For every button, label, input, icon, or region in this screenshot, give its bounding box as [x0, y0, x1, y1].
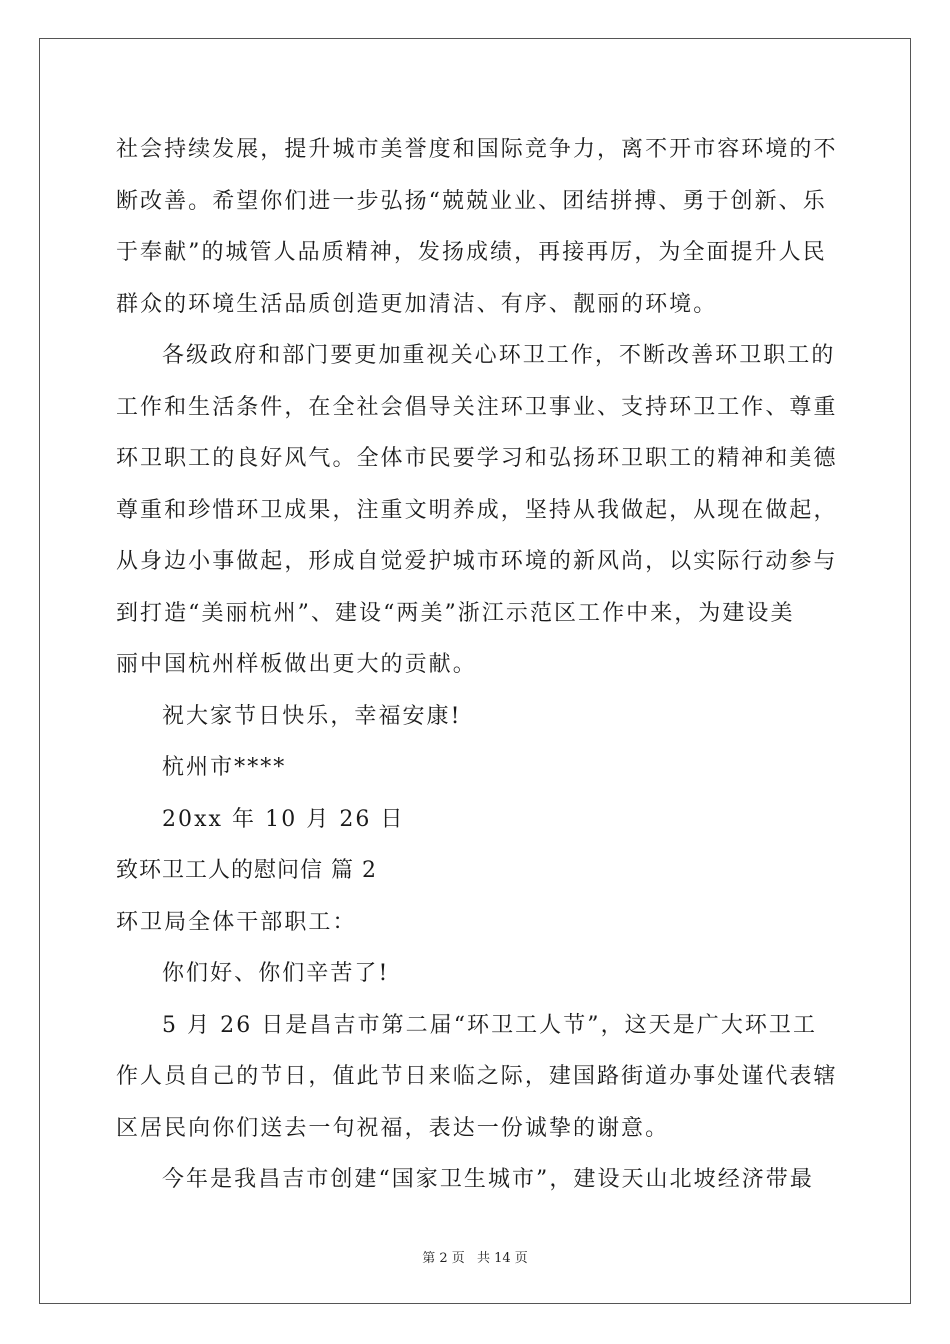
signature-sender: 杭州市****: [162, 755, 287, 780]
text-line: 于奉献”的城管人品质精神，发扬成绩，再接再厉，为全面提升人民: [116, 240, 827, 265]
page-number: 第 2 页: [422, 1251, 465, 1266]
paragraph-first-line: 今年是我昌吉市创建“国家卫生城市”，建设天山北坡经济带最: [162, 1167, 814, 1192]
text-line: 工作和生活条件，在全社会倡导关注环卫事业、支持环卫工作、尊重: [116, 394, 838, 420]
paragraph-first-line: 5 月 26 日是昌吉市第二届“环卫工人节”，这天是广大环卫工: [162, 1012, 818, 1038]
document-body: [116, 124, 838, 1206]
section-title: 致环卫工人的慰问信 篇 2: [116, 858, 377, 883]
paragraph-first-line: 各级政府和部门要更加重视关心环卫工作，不断改善环卫职工的: [162, 343, 836, 368]
text-line: 环卫职工的良好风气。全体市民要学习和弘扬环卫职工的精神和美德: [116, 446, 838, 471]
text-line: 尊重和珍惜环卫成果，注重文明养成，坚持从我做起，从现在做起，: [116, 497, 838, 523]
text-line: 从身边小事做起，形成自觉爱护城市环境的新风尚，以实际行动参与: [116, 549, 838, 574]
signature-date: 20xx 年 10 月 26 日: [162, 806, 405, 832]
page-total: 共 14 页: [476, 1251, 528, 1266]
text-line: 群众的环境生活品质创造更加清洁、有序、靓丽的环境。: [116, 291, 718, 317]
text-line: 区居民向你们送去一句祝福，表达一份诚挚的谢意。: [116, 1115, 670, 1141]
text-line: 丽中国杭州样板做出更大的贡献。: [116, 652, 477, 677]
greeting-line: 你们好、你们辛苦了!: [162, 961, 390, 986]
text-line: 社会持续发展，提升城市美誉度和国际竞争力，离不开市容环境的不: [116, 137, 838, 162]
text-line: 到打造“美丽杭州”、建设“两美”浙江示范区工作中来，为建设美: [116, 600, 795, 626]
salutation: 环卫局全体干部职工：: [116, 909, 357, 935]
page-footer: [0, 1247, 950, 1266]
text-line: 断改善。希望你们进一步弘扬“兢兢业业、团结拼搏、勇于创新、乐: [116, 188, 827, 214]
closing-greeting: 祝大家节日快乐，幸福安康!: [162, 703, 462, 729]
text-line: 作人员自己的节日，值此节日来临之际，建国路街道办事处谨代表辖: [116, 1064, 838, 1089]
